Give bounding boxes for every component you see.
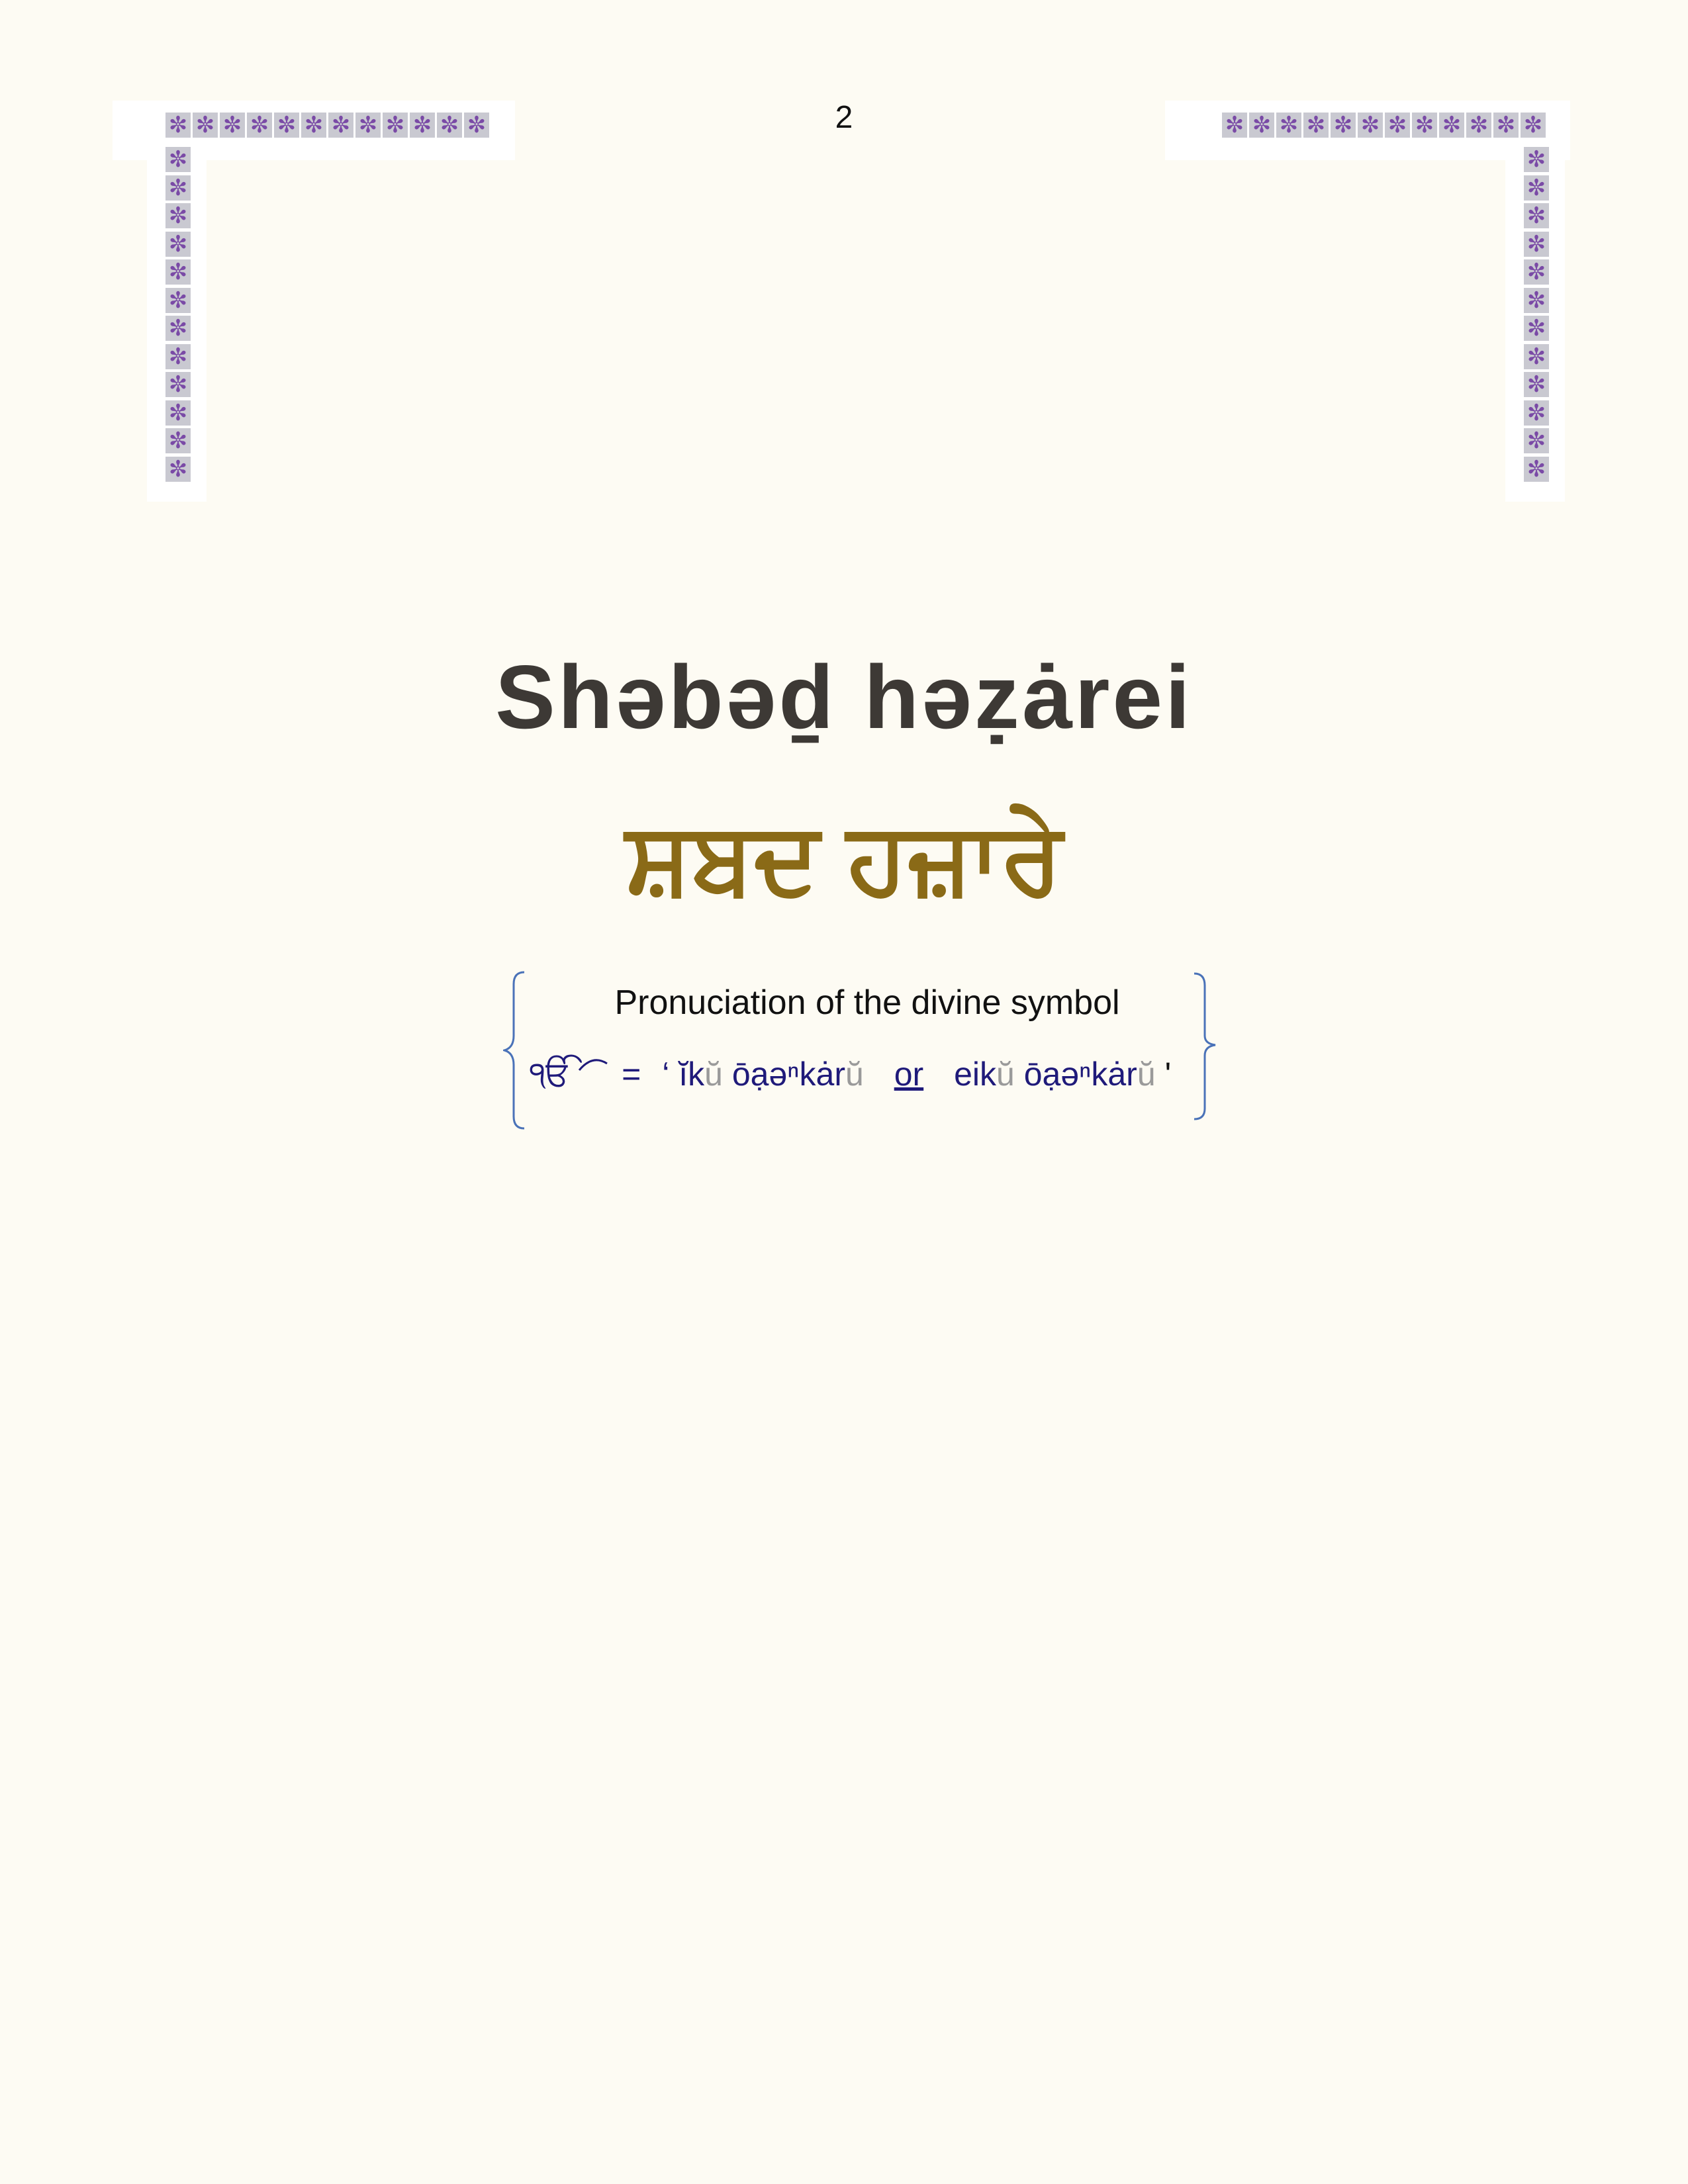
flower-ornament-icon: ✼ xyxy=(410,113,435,138)
flower-ornament-icon: ✼ xyxy=(1276,113,1301,138)
flower-ornament-icon: ✼ xyxy=(1358,113,1383,138)
flower-ornament-icon: ✼ xyxy=(165,316,191,341)
flower-ornament-icon: ✼ xyxy=(1524,259,1549,285)
flower-ornament-icon: ✼ xyxy=(1385,113,1410,138)
flower-ornament-icon: ✼ xyxy=(165,457,191,482)
pronunciation-second-part-a-end: ŭ xyxy=(996,1056,1015,1093)
pronunciation-second-part-a: eik xyxy=(954,1056,996,1093)
pronunciation-first-part-a-end: ŭ xyxy=(704,1056,723,1093)
title-gurmukhi: ਸ਼ਬਦ ਹਜ਼ਾਰੇ xyxy=(625,802,1063,913)
flower-ornament-icon: ✼ xyxy=(1524,344,1549,369)
flower-ornament-icon: ✼ xyxy=(1493,113,1519,138)
flower-ornament-icon: ✼ xyxy=(247,113,272,138)
flower-ornament-icon: ✼ xyxy=(1466,113,1491,138)
flower-ornament-icon: ✼ xyxy=(1524,175,1549,201)
flower-ornament-icon: ✼ xyxy=(220,113,245,138)
pronunciation-first-part-b-end: ŭ xyxy=(845,1056,864,1093)
flower-ornament-icon: ✼ xyxy=(165,372,191,397)
flower-ornament-icon: ✼ xyxy=(165,428,191,453)
flower-ornament-icon: ✼ xyxy=(165,400,191,426)
flower-ornament-icon: ✼ xyxy=(1439,113,1464,138)
or-word: or xyxy=(894,1056,924,1093)
flower-ornament-icon: ✼ xyxy=(1524,147,1549,172)
pronunciation-heading: Pronuciation of the divine symbol xyxy=(614,983,1120,1022)
flower-ornament-icon: ✼ xyxy=(193,113,218,138)
flower-ornament-icon: ✼ xyxy=(165,147,191,172)
pronunciation-box xyxy=(503,970,1231,1135)
flower-ornament-icon: ✼ xyxy=(1412,113,1437,138)
flower-ornament-icon: ✼ xyxy=(1524,288,1549,313)
pronunciation-line xyxy=(530,1054,1171,1095)
flower-ornament-icon: ✼ xyxy=(1524,316,1549,341)
flower-ornament-icon: ✼ xyxy=(1524,400,1549,426)
flower-ornament-icon: ✼ xyxy=(1521,113,1546,138)
flower-ornament-icon: ✼ xyxy=(437,113,462,138)
flower-ornament-icon: ✼ xyxy=(165,232,191,257)
flower-ornament-icon: ✼ xyxy=(464,113,489,138)
equals-sign: = xyxy=(622,1056,641,1093)
flower-ornament-icon: ✼ xyxy=(165,175,191,201)
flower-ornament-icon: ✼ xyxy=(1331,113,1356,138)
open-quote: ‘ xyxy=(662,1056,670,1093)
flower-ornament-icon: ✼ xyxy=(165,344,191,369)
flower-ornament-icon: ✼ xyxy=(1524,372,1549,397)
flower-ornament-icon: ✼ xyxy=(1524,428,1549,453)
flower-ornament-icon: ✼ xyxy=(355,113,381,138)
pronunciation-first-part-b: ōạəⁿkȧr xyxy=(731,1056,845,1093)
flower-ornament-icon: ✼ xyxy=(301,113,326,138)
title-transliteration: Shəbəḏ həẓȧrei xyxy=(495,647,1193,747)
flower-ornament-icon: ✼ xyxy=(1249,113,1274,138)
flower-ornament-icon: ✼ xyxy=(274,113,299,138)
ik-onkar-symbol: ੴ xyxy=(530,1055,572,1093)
flower-ornament-icon: ✼ xyxy=(165,288,191,313)
flower-ornament-icon: ✼ xyxy=(1222,113,1247,138)
pronunciation-second-part-b-end: ŭ xyxy=(1137,1056,1156,1093)
flower-ornament-icon: ✼ xyxy=(165,113,191,138)
flower-ornament-icon: ✼ xyxy=(1303,113,1329,138)
pronunciation-first-part-a: ĭk xyxy=(679,1056,705,1093)
flower-ornament-icon: ✼ xyxy=(1524,457,1549,482)
flower-ornament-icon: ✼ xyxy=(165,259,191,285)
flower-ornament-icon: ✼ xyxy=(1524,203,1549,228)
close-quote: ' xyxy=(1164,1056,1172,1093)
flower-ornament-icon: ✼ xyxy=(165,203,191,228)
pronunciation-second-part-b: ōạəⁿkȧr xyxy=(1023,1056,1137,1093)
flower-ornament-icon: ✼ xyxy=(1524,232,1549,257)
flower-ornament-icon: ✼ xyxy=(328,113,353,138)
page-number: 2 xyxy=(835,100,853,135)
symbol-arc-icon xyxy=(577,1054,610,1074)
flower-ornament-icon: ✼ xyxy=(383,113,408,138)
